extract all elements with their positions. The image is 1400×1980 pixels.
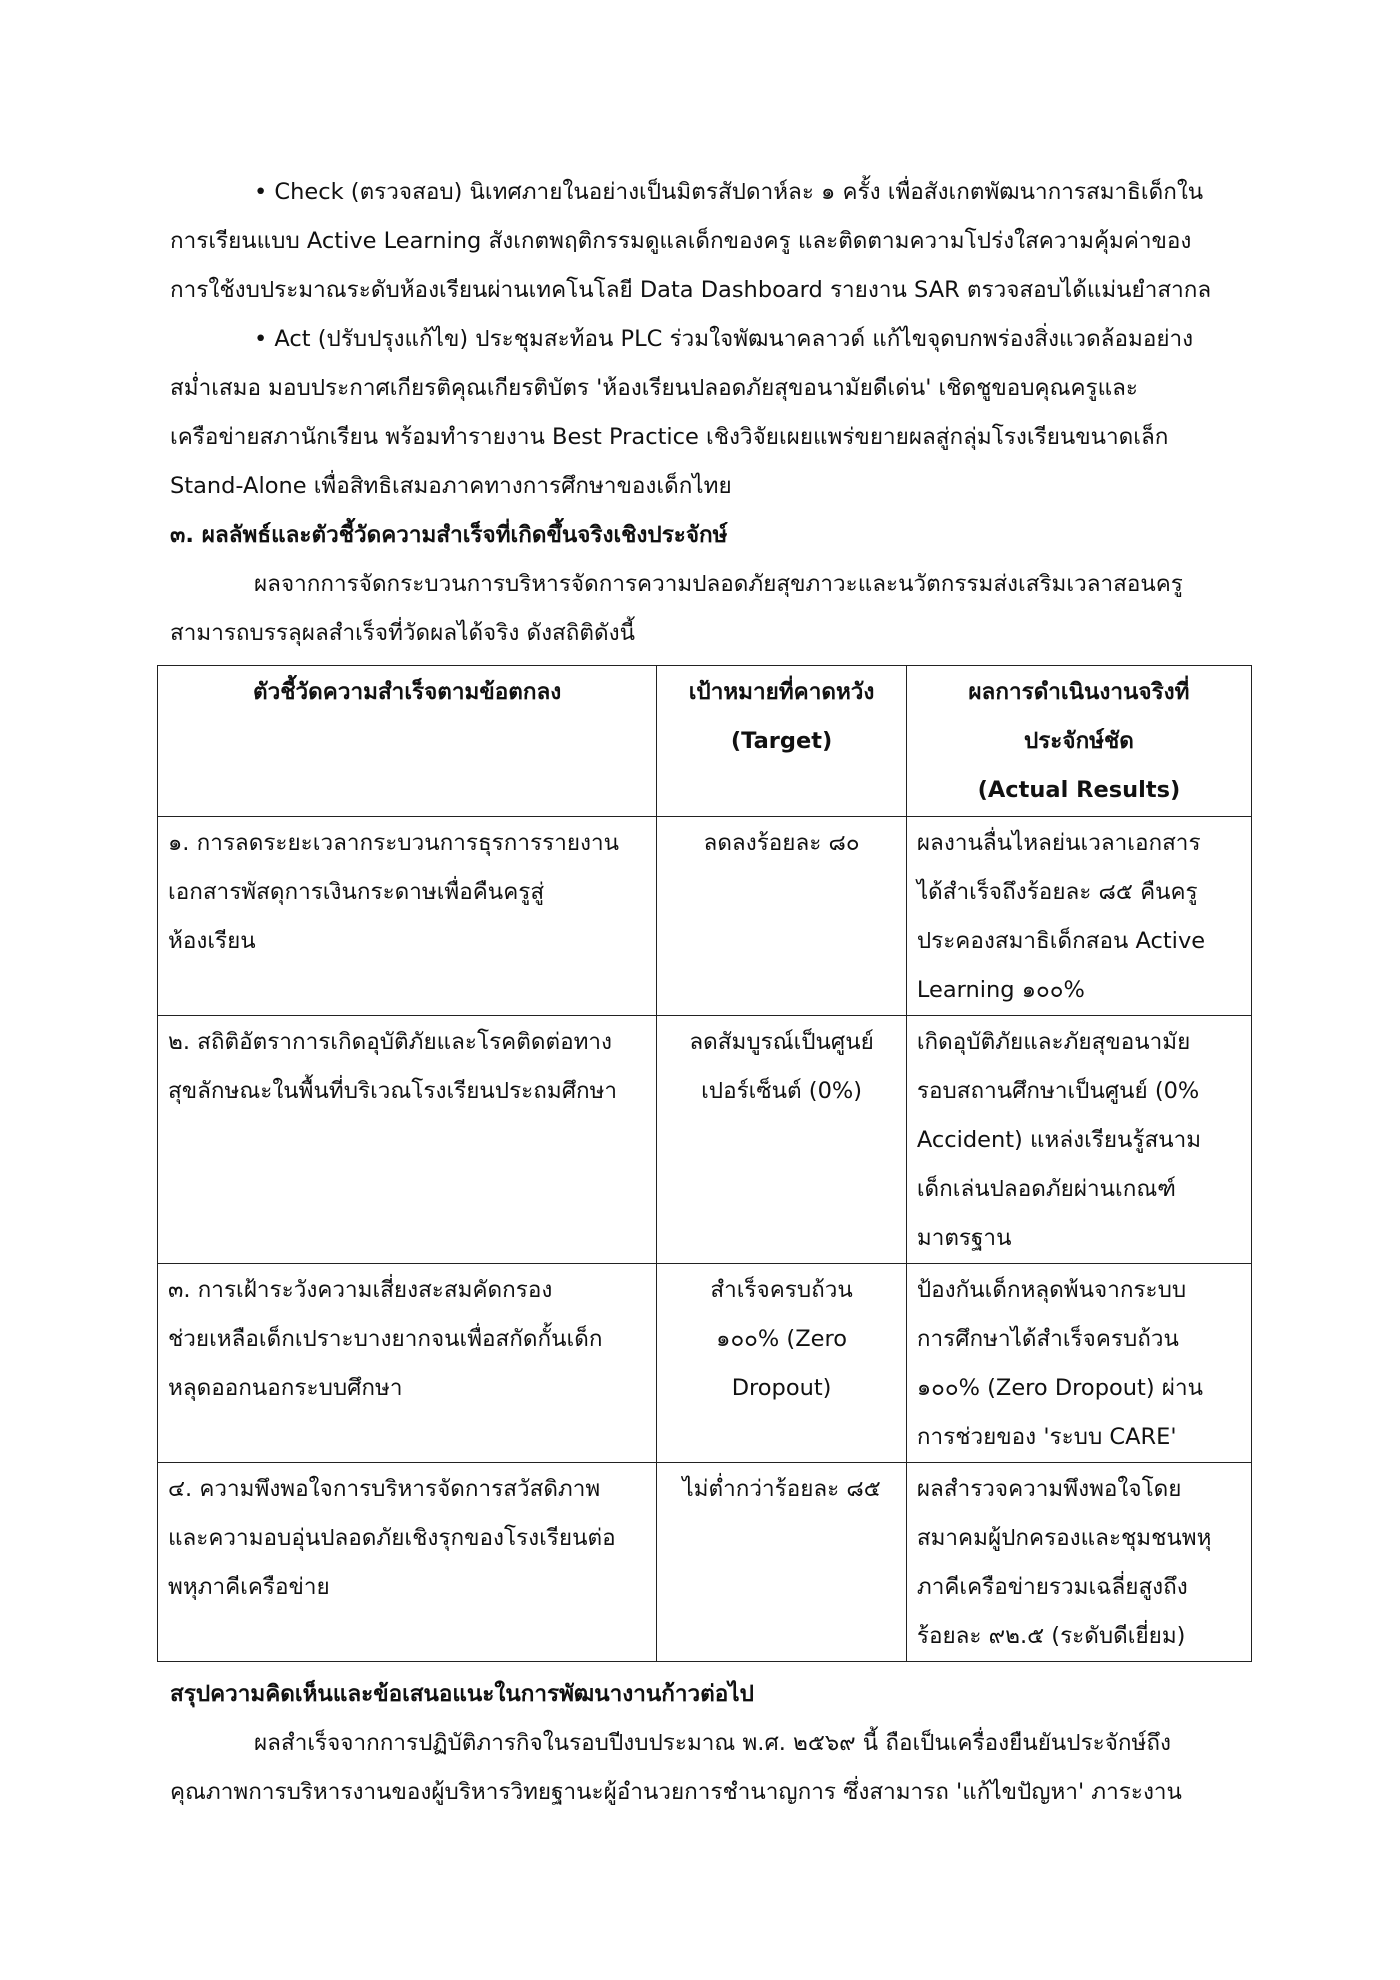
cell-target (657, 1016, 907, 1264)
results-table (157, 665, 1252, 1662)
cell-text: ร้อยละ ๙๒.๕ (ระดับดีเยี่ยม) (916, 1623, 1186, 1649)
cell-target (657, 817, 907, 1016)
text-line: Stand-Alone เพื่อสิทธิเสมอภาคทางการศึกษาของเด็กไทย (170, 473, 732, 499)
cell-text: ห้องเรียน (168, 928, 256, 954)
cell-text: Dropout) (731, 1375, 832, 1401)
header-text: (Target) (730, 728, 833, 754)
cell-actual (906, 1463, 1251, 1662)
cell-actual (906, 817, 1251, 1016)
text-line: • Check (ตรวจสอบ) นิเทศภายในอย่างเป็นมิตรสัปดาห์ละ ๑ ครั้ง เพื่อสังเกตพัฒนาการสมาธิเด็กใน (254, 179, 1204, 205)
cell-text: ๑๐๐% (Zero (716, 1326, 847, 1352)
text-line: ผลสำเร็จจากการปฏิบัติภารกิจในรอบปีงบประมาณ พ.ศ. ๒๕๖๙ นี้ ถือเป็นเครื่องยืนยันประจักษ์ถึง (254, 1730, 1171, 1756)
cell-text: และความอบอุ่นปลอดภัยเชิงรุกของโรงเรียนต่อ (168, 1525, 616, 1551)
cell-text: ได้สำเร็จถึงร้อยละ ๘๕ คืนครู (916, 879, 1198, 905)
header-actual (906, 666, 1251, 817)
table-row (158, 1264, 1252, 1463)
cell-text: ช่วยเหลือเด็กเปราะบางยากจนเพื่อสกัดกั้นเด็ก (168, 1326, 603, 1352)
header-text: (Actual Results) (977, 777, 1181, 803)
cell-target (657, 1463, 907, 1662)
cell-text: ๑๐๐% (Zero Dropout) ผ่าน (916, 1375, 1203, 1401)
cell-text: สำเร็จครบถ้วน (710, 1277, 853, 1303)
table-header-row (158, 666, 1252, 817)
cell-text: พหุภาคีเครือข่าย (168, 1574, 330, 1600)
cell-text: ป้องกันเด็กหลุดพ้นจากระบบ (916, 1277, 1187, 1303)
text-line: การใช้งบประมาณระดับห้องเรียนผ่านเทคโนโลยี Data Dashboard รายงาน SAR ตรวจสอบได้แม่นยำสากล (170, 277, 1212, 303)
cell-text: ไม่ต่ำกว่าร้อยละ ๘๕ (682, 1476, 881, 1502)
cell-text: มาตรฐาน (916, 1225, 1012, 1251)
cell-text: Learning ๑๐๐% (916, 977, 1085, 1003)
cell-text: หลุดออกนอกระบบศึกษา (168, 1375, 403, 1401)
table-row (158, 817, 1252, 1016)
section-intro (170, 560, 1240, 658)
text-line: ผลจากการจัดกระบวนการบริหารจัดการความปลอดภัยสุขภาวะและนวัตกรรมส่งเสริมเวลาสอนครู (254, 571, 1183, 597)
cell-text: เกิดอุบัติภัยและภัยสุขอนามัย (916, 1029, 1191, 1055)
text-line: สามารถบรรลุผลสำเร็จที่วัดผลได้จริง ดังสถิติดังนี้ (170, 620, 636, 646)
cell-text: ประคองสมาธิเด็กสอน Active (916, 928, 1206, 954)
header-text: ตัวชี้วัดความสำเร็จตามข้อตกลง (253, 679, 562, 705)
header-target (657, 666, 907, 817)
table-row (158, 1463, 1252, 1662)
cell-text: ๓. การเฝ้าระวังความเสี่ยงสะสมคัดกรอง (168, 1277, 553, 1303)
cell-actual (906, 1016, 1251, 1264)
cell-text: การศึกษาได้สำเร็จครบถ้วน (916, 1326, 1179, 1352)
cell-text: สมาคมผู้ปกครองและชุมชนพหุ (916, 1525, 1212, 1551)
paragraph-act (170, 315, 1240, 511)
header-text: ประจักษ์ชัด (1023, 728, 1134, 754)
header-text: เป้าหมายที่คาดหวัง (688, 679, 875, 705)
table-row (158, 1016, 1252, 1264)
paragraph-check (170, 168, 1240, 315)
cell-text: ลดลงร้อยละ ๘๐ (703, 830, 860, 856)
cell-text: Accident) แหล่งเรียนรู้สนาม (916, 1127, 1202, 1153)
text-line: เครือข่ายสภานักเรียน พร้อมทำรายงาน Best Practice เชิงวิจัยเผยแพร่ขยายผลสู่กลุ่มโรงเรียนขนาดเล็ก (170, 424, 1169, 450)
header-indicator (158, 666, 657, 817)
cell-text: ๔. ความพึงพอใจการบริหารจัดการสวัสดิภาพ (168, 1476, 601, 1502)
cell-indicator (158, 1463, 657, 1662)
text-line: • Act (ปรับปรุงแก้ไข) ประชุมสะท้อน PLC ร่วมใจพัฒนาคลาวด์ แก้ไขจุดบกพร่องสิ่งแวดล้อมอย่าง (254, 326, 1194, 352)
cell-text: ลดสัมบูรณ์เป็นศูนย์ (689, 1029, 874, 1055)
summary-heading: สรุปความคิดเห็นและข้อเสนอแนะในการพัฒนางานก้าวต่อไป (170, 1681, 754, 1707)
cell-text: เปอร์เซ็นต์ (0%) (701, 1078, 863, 1104)
cell-text: สุขลักษณะในพื้นที่บริเวณโรงเรียนประถมศึกษา (168, 1078, 618, 1104)
cell-text: ๑. การลดระยะเวลากระบวนการธุรการรายงาน (168, 830, 620, 856)
cell-indicator (158, 1264, 657, 1463)
cell-text: เอกสารพัสดุการเงินกระดาษเพื่อคืนครูสู่ (168, 879, 545, 905)
cell-text: ๒. สถิติอัตราการเกิดอุบัติภัยและโรคติดต่อทาง (168, 1029, 613, 1055)
cell-indicator (158, 817, 657, 1016)
cell-text: เด็กเล่นปลอดภัยผ่านเกณฑ์ (916, 1176, 1176, 1202)
header-text: ผลการดำเนินงานจริงที่ (968, 679, 1190, 705)
cell-text: รอบสถานศึกษาเป็นศูนย์ (0% (916, 1078, 1200, 1104)
text-line: สม่ำเสมอ มอบประกาศเกียรติคุณเกียรติบัตร 'ห้องเรียนปลอดภัยสุขอนามัยดีเด่น' เชิดชูขอบคุณครูและ (170, 375, 1138, 401)
text-line: คุณภาพการบริหารงานของผู้บริหารวิทยฐานะผู้อำนวยการชำนาญการ ซึ่งสามารถ 'แก้ไขปัญหา' ภาระงาน (170, 1779, 1182, 1805)
cell-text: ภาคีเครือข่ายรวมเฉลี่ยสูงถึง (916, 1574, 1188, 1600)
cell-target (657, 1264, 907, 1463)
section-heading: ๓. ผลลัพธ์และตัวชี้วัดความสำเร็จที่เกิดขึ้นจริงเชิงประจักษ์ (170, 522, 728, 548)
cell-text: ผลงานลื่นไหลย่นเวลาเอกสาร (916, 830, 1201, 856)
summary-paragraph (170, 1719, 1240, 1817)
cell-actual (906, 1264, 1251, 1463)
text-line: การเรียนแบบ Active Learning สังเกตพฤติกรรมดูแลเด็กของครู และติดตามความโปร่งใสความคุ้มค่าของ (170, 228, 1192, 254)
cell-text: การช่วยของ 'ระบบ CARE' (916, 1424, 1177, 1450)
cell-text: ผลสำรวจความพึงพอใจโดย (916, 1476, 1182, 1502)
cell-indicator (158, 1016, 657, 1264)
